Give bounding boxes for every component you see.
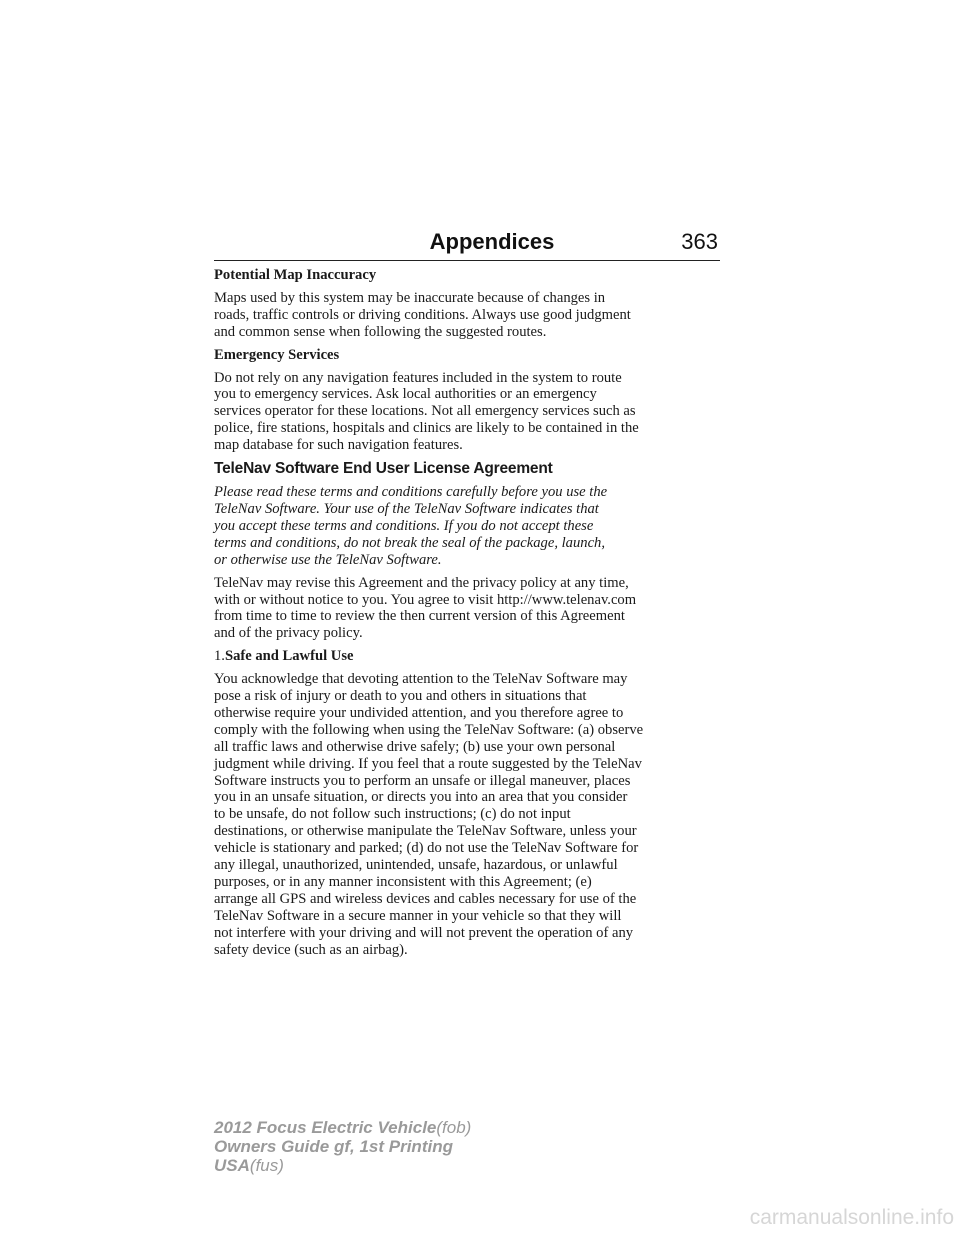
paragraph-emergency-services: Do not rely on any navigation features included in the system to route you to emergency services. Ask local authorities or an emergency services operator for these locations. Not all emergency services such as police, fire stations, hospitals and clinics are likely to be contained in the map database for such navigation features. [214, 369, 639, 454]
footer-market: USA [214, 1156, 250, 1175]
page-content [214, 267, 720, 965]
page-header [214, 228, 720, 261]
paragraph-eula-revise: TeleNav may revise this Agreement and the privacy policy at any time, with or without notice to you. You agree to visit http://www.telenav.com from time to time to review the then current version of this Agreement and of the privacy policy. [214, 574, 637, 642]
footer-line-1 [214, 1118, 471, 1137]
paragraph-eula-intro: Please read these terms and conditions carefully before you use the TeleNav Software. Your use of the TeleNav Software indicates that you accept these terms and conditions. If you do not accept these terms and conditions, do not break the seal of the package, launch, or otherwise use the TeleNav Software. [214, 484, 608, 568]
footer-market-code: (fus) [249, 1156, 284, 1175]
heading-map-inaccuracy: Potential Map Inaccuracy [214, 267, 377, 283]
page-footer [214, 1118, 471, 1175]
item-1-number: 1. [214, 648, 225, 665]
section-title: Appendices [429, 229, 555, 254]
watermark: carmanualsonline.info [749, 1206, 954, 1229]
footer-line-3 [214, 1156, 471, 1175]
heading-emergency-services: Emergency Services [214, 346, 340, 363]
footer-vehicle-code: (fob) [436, 1118, 472, 1137]
heading-eula: TeleNav Software End User License Agreement [214, 460, 553, 478]
page-number: 363 [681, 229, 718, 254]
paragraph-item-1: You acknowledge that devoting attention to the TeleNav Software may pose a risk of injury or death to you and others in situations that otherwise require your undivided attention, and you therefore agree to comply with the following when using the TeleNav Software: (a) observe all traffic laws and otherwise drive safely; (b) use your own personal judgment while driving. If you feel that a route suggested by the TeleNav Software instructs you to perform an unsafe or illegal maneuver, places you in an unsafe situation, or directs you into an area that you consider to be unsafe, do not follow such instructions; (c) do not input destinations, or otherwise manipulate the TeleNav Software, unless your vehicle is stationary and parked; (d) do not use the TeleNav Software for any illegal, unauthorized, unintended, unsafe, hazardous, or unlawful purposes, or in any manner inconsistent with this Agreement; (e) arrange all GPS and wireless devices and cables necessary for use of the TeleNav Software in a secure manner in your vehicle so that they will not interfere with your driving and will not prevent the operation of any safety device (such as an airbag). [214, 671, 644, 958]
paragraph-map-inaccuracy: Maps used by this system may be inaccurate because of changes in roads, traffic controls or driving conditions. Always use good judgment and common sense when following the suggested routes. [214, 289, 631, 340]
footer-line-2: Owners Guide gf, 1st Printing [214, 1137, 453, 1156]
item-1-heading [214, 648, 720, 665]
item-1-title: Safe and Lawful Use [224, 648, 354, 665]
footer-vehicle: 2012 Focus Electric Vehicle [214, 1118, 437, 1137]
